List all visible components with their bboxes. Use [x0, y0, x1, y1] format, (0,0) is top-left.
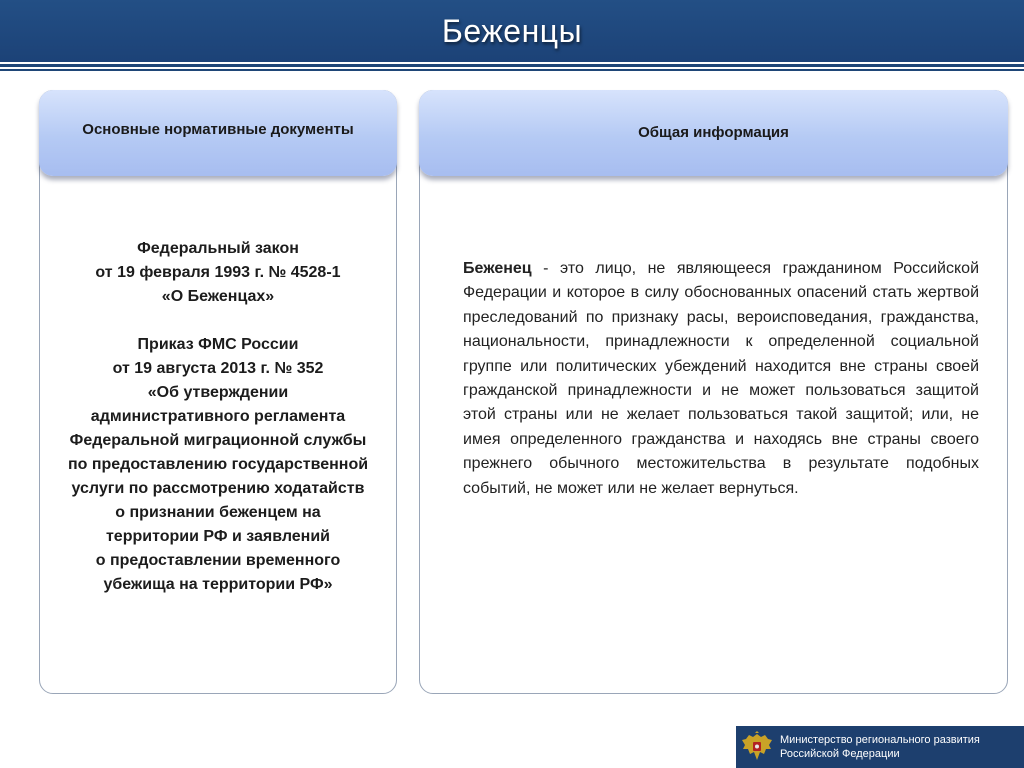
- order-name-line: «Об утверждении: [147, 384, 289, 401]
- order-name-line: убежища на территории РФ»: [103, 576, 333, 593]
- order-name-line: о признании беженцем на: [115, 504, 321, 521]
- law-name: «О Беженцах»: [161, 288, 275, 305]
- title-divider-thin: [0, 69, 1024, 71]
- ministry-footer: [736, 726, 1024, 768]
- order-name-line: услуги по рассмотрению ходатайств: [71, 480, 365, 497]
- ministry-name: [780, 733, 980, 761]
- general-info-panel: [419, 90, 1008, 694]
- order-name-line: территории РФ и заявлений: [105, 528, 331, 545]
- refugee-definition: [463, 257, 979, 501]
- ministry-name-line2: Российской Федерации: [780, 748, 900, 760]
- order-name-line: по предоставлению государственной: [67, 456, 369, 473]
- general-info-panel-header: [419, 90, 1008, 176]
- order-name-line: административного регламента: [90, 408, 346, 425]
- order-date: от 19 августа 2013 г. № 352: [112, 360, 324, 377]
- documents-list: [40, 237, 396, 597]
- law-title: Федеральный закон: [137, 240, 299, 257]
- general-info-panel-title: Общая информация: [638, 123, 789, 141]
- documents-panel: [39, 90, 397, 694]
- coat-of-arms-icon: [740, 730, 774, 764]
- title-bar: [0, 0, 1024, 62]
- documents-panel-title: Основные нормативные документы: [82, 120, 354, 138]
- documents-panel-header: [39, 90, 397, 176]
- order-name-line: Федеральной миграционной службы: [69, 432, 367, 449]
- title-divider: [0, 64, 1024, 67]
- definition-text: - это лицо, не являющееся гражданином Российской Федерации и которое в силу обоснованных опасений стать жертвой преследований по признаку расы, вероисповедания, гражданства, национальности, принадлежности к определенной социальной группе или политических убеждений находится вне страны своей гражданской принадлежности и не может пользоваться защитой этой страны или не желает пользоваться такой защитой; или, не имея определенного гражданства и находясь вне страны своего прежнего обычного местожительства в результате подобных событий, не может или не желает вернуться.: [463, 260, 979, 497]
- order-name-line: о предоставлении временного: [95, 552, 341, 569]
- law-date: от 19 февраля 1993 г. № 4528-1: [95, 264, 341, 281]
- ministry-name-line1: Министерство регионального развития: [780, 734, 980, 746]
- slide-title: Беженцы: [441, 12, 583, 49]
- order-title: Приказ ФМС России: [137, 336, 299, 353]
- definition-term: Беженец: [463, 260, 532, 277]
